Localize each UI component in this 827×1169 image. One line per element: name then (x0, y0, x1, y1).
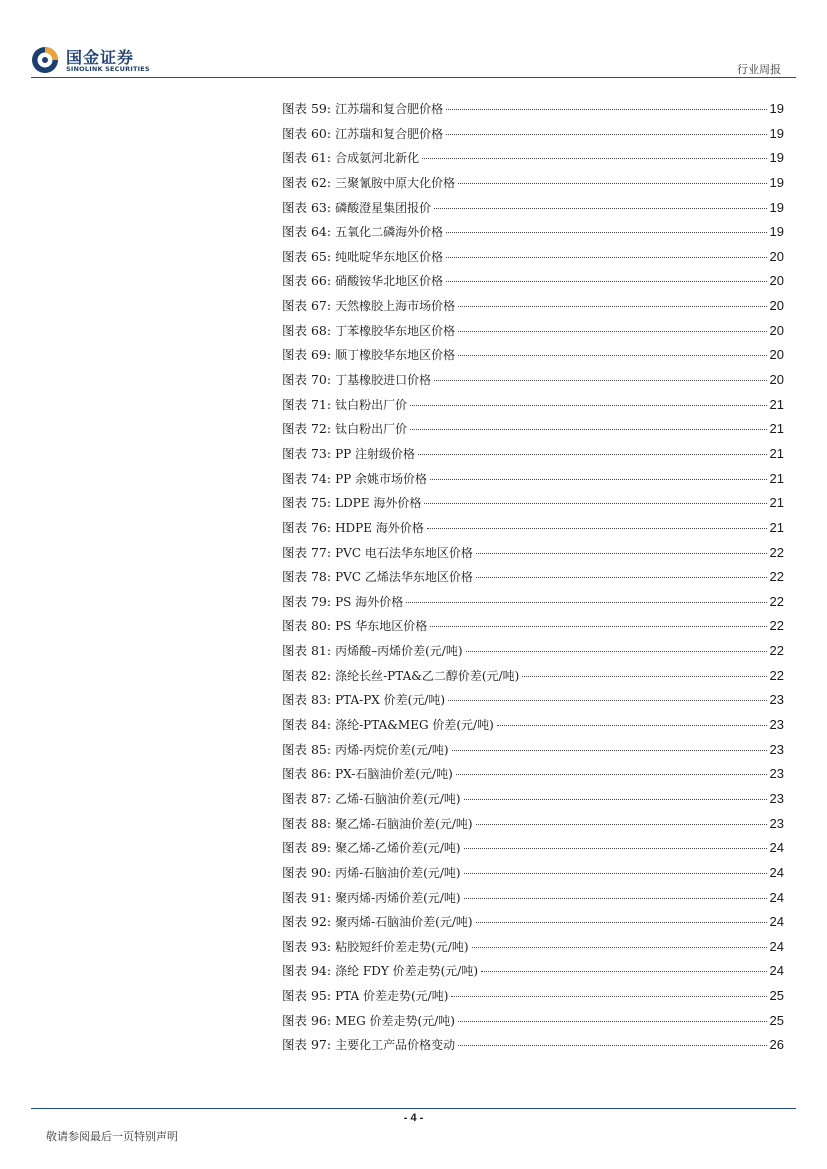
toc-entry[interactable] (282, 171, 784, 196)
toc-entry-page: 19 (769, 150, 784, 166)
toc-entry-page: 20 (769, 372, 784, 388)
toc-dot-leader (448, 700, 766, 701)
toc-entry-title: HDPE 海外价格 (335, 520, 424, 535)
page-header (0, 0, 827, 78)
toc-entry-page: 26 (769, 1037, 784, 1053)
toc-dot-leader (446, 109, 766, 110)
toc-entry-title: 主要化工产品价格变动 (335, 1038, 456, 1053)
toc-entry-label: 图表 61: (282, 150, 332, 166)
toc-entry-label: 图表 88: (282, 815, 332, 831)
toc-entry-page: 21 (769, 445, 784, 461)
toc-dot-leader (466, 651, 767, 652)
toc-entry-title: 涤纶-PTA&MEG 价差(元/吨) (335, 718, 494, 733)
toc-entry-title: PP 注射级价格 (335, 446, 416, 461)
toc-entry-page: 20 (769, 347, 784, 363)
toc-entry[interactable] (282, 196, 784, 221)
toc-entry[interactable] (282, 541, 784, 566)
toc-entry-title: PTA-PX 价差(元/吨) (335, 693, 446, 708)
toc-dot-leader (418, 454, 766, 455)
toc-entry-title: 涤纶长丝-PTA&乙二醇价差(元/吨) (335, 668, 520, 683)
toc-entry-page: 21 (769, 495, 784, 511)
toc-entry[interactable] (282, 269, 784, 294)
toc-dot-leader (410, 429, 766, 430)
toc-entry-page: 19 (769, 125, 784, 141)
toc-dot-leader (458, 183, 766, 184)
toc-dot-leader (458, 1021, 767, 1022)
toc-entry[interactable] (282, 343, 784, 368)
toc-entry-title: 天然橡胶上海市场价格 (335, 299, 456, 314)
toc-entry[interactable] (282, 1033, 784, 1058)
toc-dot-leader (476, 824, 767, 825)
toc-entry[interactable] (282, 565, 784, 590)
report-type-label: 行业周报 (737, 63, 781, 76)
toc-dot-leader (427, 528, 767, 529)
toc-entry-title: 聚丙烯-石脑油价差(元/吨) (335, 915, 473, 930)
toc-entry-title: 涤纶 FDY 价差走势(元/吨) (335, 964, 478, 979)
toc-entry-page: 20 (769, 298, 784, 314)
toc-entry-title: 钛白粉出厂价 (335, 422, 408, 437)
toc-entry-title: 江苏瑞和复合肥价格 (335, 126, 444, 141)
toc-entry-label: 图表 77: (282, 544, 332, 560)
page-number: - 4 - (403, 1112, 424, 1124)
toc-entry-title: 三聚氰胺中原大化价格 (335, 175, 456, 190)
toc-entry-page: 20 (769, 248, 784, 264)
toc-entry-label: 图表 81: (282, 643, 332, 659)
toc-entry-title: 丁基橡胶进口价格 (335, 373, 432, 388)
toc-entry[interactable] (282, 368, 784, 393)
toc-entry[interactable] (282, 688, 784, 713)
toc-entry-title: 五氧化二磷海外价格 (335, 225, 444, 240)
toc-entry-page: 22 (769, 643, 784, 659)
toc-entry-title: PVC 电石法华东地区价格 (335, 545, 473, 560)
toc-entry-page: 24 (769, 889, 784, 905)
toc-entry[interactable] (282, 319, 784, 344)
toc-entry-page: 24 (769, 938, 784, 954)
toc-entry-label: 图表 91: (282, 889, 332, 905)
toc-entry-page: 21 (769, 470, 784, 486)
toc-entry-label: 图表 62: (282, 174, 332, 190)
disclaimer-text: 敬请参阅最后一页特别声明 (46, 1130, 178, 1143)
toc-entry[interactable] (282, 1009, 784, 1034)
toc-dot-leader (497, 725, 767, 726)
toc-dot-leader (434, 208, 766, 209)
toc-entry-title: 丙烯-石脑油价差(元/吨) (335, 865, 461, 880)
toc-entry[interactable] (282, 910, 784, 935)
toc-entry-title: PP 余姚市场价格 (335, 471, 428, 486)
toc-entry-page: 23 (769, 692, 784, 708)
toc-dot-leader (422, 158, 766, 159)
toc-entry-label: 图表 96: (282, 1012, 332, 1028)
toc-dot-leader (430, 626, 766, 627)
toc-dot-leader (406, 602, 766, 603)
toc-entry-label: 图表 86: (282, 766, 332, 782)
toc-dot-leader (476, 553, 767, 554)
toc-entry-title: PS 海外价格 (335, 594, 404, 609)
toc-dot-leader (446, 232, 766, 233)
toc-entry-label: 图表 75: (282, 495, 332, 511)
toc-entry[interactable] (282, 861, 784, 886)
toc-entry[interactable] (282, 220, 784, 245)
toc-entry-page: 24 (769, 840, 784, 856)
toc-entry-title: 钛白粉出厂价 (335, 397, 408, 412)
toc-entry[interactable] (282, 590, 784, 615)
toc-entry-label: 图表 93: (282, 938, 332, 954)
toc-dot-leader (476, 922, 767, 923)
toc-entry-title: 硝酸铵华北地区价格 (335, 274, 444, 289)
toc-dot-leader (522, 676, 766, 677)
toc-entry-label: 图表 66: (282, 273, 332, 289)
toc-entry-title: 丙烯酸–丙烯价差(元/吨) (335, 644, 463, 659)
toc-entry-page: 21 (769, 421, 784, 437)
toc-entry-page: 20 (769, 322, 784, 338)
toc-entry-title: MEG 价差走势(元/吨) (335, 1013, 455, 1028)
toc-dot-leader (458, 331, 766, 332)
toc-entry-label: 图表 73: (282, 445, 332, 461)
toc-entry-label: 图表 59: (282, 101, 332, 116)
toc-entry-label: 图表 71: (282, 396, 332, 412)
toc-entry[interactable] (282, 467, 784, 492)
toc-entry[interactable] (282, 762, 784, 787)
toc-dot-leader (430, 479, 766, 480)
toc-entry-page: 19 (769, 224, 784, 240)
toc-entry-page: 23 (769, 815, 784, 831)
toc-entry-label: 图表 65: (282, 248, 332, 264)
toc-entry-title: 丙烯-丙烷价差(元/吨) (335, 742, 449, 757)
toc-entry[interactable] (282, 639, 784, 664)
toc-entry-label: 图表 78: (282, 569, 332, 585)
toc-entry-title: 聚乙烯-石脑油价差(元/吨) (335, 816, 473, 831)
header-divider (31, 77, 796, 78)
toc-entry-title: PVC 乙烯法华东地区价格 (335, 570, 473, 585)
toc-entry-title: PTA 价差走势(元/吨) (335, 989, 449, 1004)
toc-entry-label: 图表 90: (282, 864, 332, 880)
toc-dot-leader (464, 848, 767, 849)
toc-entry-label: 图表 89: (282, 840, 332, 856)
toc-entry-title: 纯吡啶华东地区价格 (335, 249, 444, 264)
toc-entry-label: 图表 92: (282, 914, 332, 930)
toc-dot-leader (424, 503, 766, 504)
toc-entry-label: 图表 72: (282, 421, 332, 437)
toc-entry-label: 图表 97: (282, 1037, 332, 1053)
toc-entry-page: 22 (769, 544, 784, 560)
toc-entry-label: 图表 85: (282, 741, 332, 757)
toc-entry-label: 图表 84: (282, 717, 332, 733)
toc-entry-page: 25 (769, 988, 784, 1004)
sinolink-logo-icon (31, 46, 59, 74)
toc-entry[interactable] (282, 393, 784, 418)
toc-entry[interactable] (282, 836, 784, 861)
toc-dot-leader (472, 947, 767, 948)
toc-entry-label: 图表 83: (282, 692, 332, 708)
toc-entry-label: 图表 82: (282, 667, 332, 683)
toc-entry-page: 22 (769, 667, 784, 683)
toc-entry[interactable] (282, 417, 784, 442)
toc-dot-leader (458, 306, 766, 307)
toc-entry-page: 23 (769, 741, 784, 757)
toc-dot-leader (464, 898, 767, 899)
toc-entry-page: 21 (769, 396, 784, 412)
toc-entry[interactable] (282, 245, 784, 270)
toc-entry-title: 磷酸澄星集团报价 (335, 200, 432, 215)
toc-entry[interactable] (282, 738, 784, 763)
toc-entry-page: 23 (769, 717, 784, 733)
toc-dot-leader (446, 281, 766, 282)
toc-entry-page: 22 (769, 593, 784, 609)
toc-entry-label: 图表 70: (282, 372, 332, 388)
toc-dot-leader (458, 355, 766, 356)
toc-entry[interactable] (282, 935, 784, 960)
footer-divider (31, 1108, 796, 1109)
toc-entry-page: 23 (769, 790, 784, 806)
toc-entry[interactable] (282, 812, 784, 837)
toc-dot-leader (446, 257, 766, 258)
toc-dot-leader (458, 1045, 766, 1046)
toc-dot-leader (464, 873, 767, 874)
toc-entry-label: 图表 74: (282, 470, 332, 486)
toc-entry[interactable] (282, 959, 784, 984)
brand-logo (31, 46, 161, 76)
toc-dot-leader (481, 971, 767, 972)
toc-entry-label: 图表 67: (282, 298, 332, 314)
toc-entry-page: 24 (769, 963, 784, 979)
toc-entry-title: 聚乙烯-乙烯价差(元/吨) (335, 841, 461, 856)
toc-entry-page: 23 (769, 766, 784, 782)
toc-entry[interactable] (282, 516, 784, 541)
chart-list-toc (282, 97, 784, 1058)
brand-name-cn: 国金证券 (66, 48, 135, 67)
toc-entry[interactable] (282, 664, 784, 689)
toc-entry-title: 粘胶短纤价差走势(元/吨) (335, 939, 469, 954)
toc-entry-title: 丁苯橡胶华东地区价格 (335, 323, 456, 338)
toc-entry-title: 顺丁橡胶华东地区价格 (335, 348, 456, 363)
toc-dot-leader (451, 996, 766, 997)
toc-entry-page: 24 (769, 914, 784, 930)
toc-entry[interactable] (282, 787, 784, 812)
toc-entry[interactable] (282, 984, 784, 1009)
toc-entry-label: 图表 87: (282, 790, 332, 806)
toc-dot-leader (434, 380, 766, 381)
toc-entry[interactable] (282, 442, 784, 467)
toc-entry-title: 聚丙烯-丙烯价差(元/吨) (335, 890, 461, 905)
toc-entry[interactable] (282, 491, 784, 516)
toc-entry-page: 22 (769, 618, 784, 634)
toc-entry-page: 21 (769, 519, 784, 535)
toc-entry-title: 江苏瑞和复合肥价格 (335, 102, 444, 116)
toc-entry-label: 图表 60: (282, 125, 332, 141)
toc-entry-page: 19 (769, 174, 784, 190)
brand-name-en: SINOLINK SECURITIES (66, 65, 150, 73)
toc-dot-leader (452, 750, 767, 751)
toc-entry-label: 图表 68: (282, 322, 332, 338)
toc-entry[interactable] (282, 886, 784, 911)
toc-entry-title: PX-石脑油价差(元/吨) (335, 767, 453, 782)
toc-entry-label: 图表 69: (282, 347, 332, 363)
toc-entry-label: 图表 76: (282, 519, 332, 535)
toc-entry-label: 图表 94: (282, 963, 332, 979)
toc-entry-page: 22 (769, 569, 784, 585)
toc-entry-page: 25 (769, 1012, 784, 1028)
toc-entry-label: 图表 79: (282, 593, 332, 609)
toc-dot-leader (446, 134, 766, 135)
toc-entry-label: 图表 63: (282, 199, 332, 215)
toc-entry-title: 乙烯-石脑油价差(元/吨) (335, 791, 461, 806)
toc-entry-title: LDPE 海外价格 (335, 496, 422, 511)
toc-dot-leader (456, 774, 767, 775)
toc-entry-page: 19 (769, 199, 784, 215)
toc-entry-page: 19 (769, 101, 784, 116)
toc-dot-leader (410, 405, 766, 406)
toc-entry[interactable] (282, 713, 784, 738)
toc-entry[interactable] (282, 97, 784, 122)
toc-entry[interactable] (282, 294, 784, 319)
toc-entry[interactable] (282, 614, 784, 639)
toc-entry[interactable] (282, 146, 784, 171)
toc-entry-label: 图表 95: (282, 988, 332, 1004)
toc-entry-label: 图表 64: (282, 224, 332, 240)
toc-entry-page: 24 (769, 864, 784, 880)
toc-entry-title: 合成氨河北新化 (335, 151, 420, 166)
toc-dot-leader (476, 577, 767, 578)
toc-dot-leader (464, 799, 767, 800)
toc-entry-page: 20 (769, 273, 784, 289)
toc-entry[interactable] (282, 122, 784, 147)
toc-entry-label: 图表 80: (282, 618, 332, 634)
toc-entry-title: PS 华东地区价格 (335, 619, 428, 634)
